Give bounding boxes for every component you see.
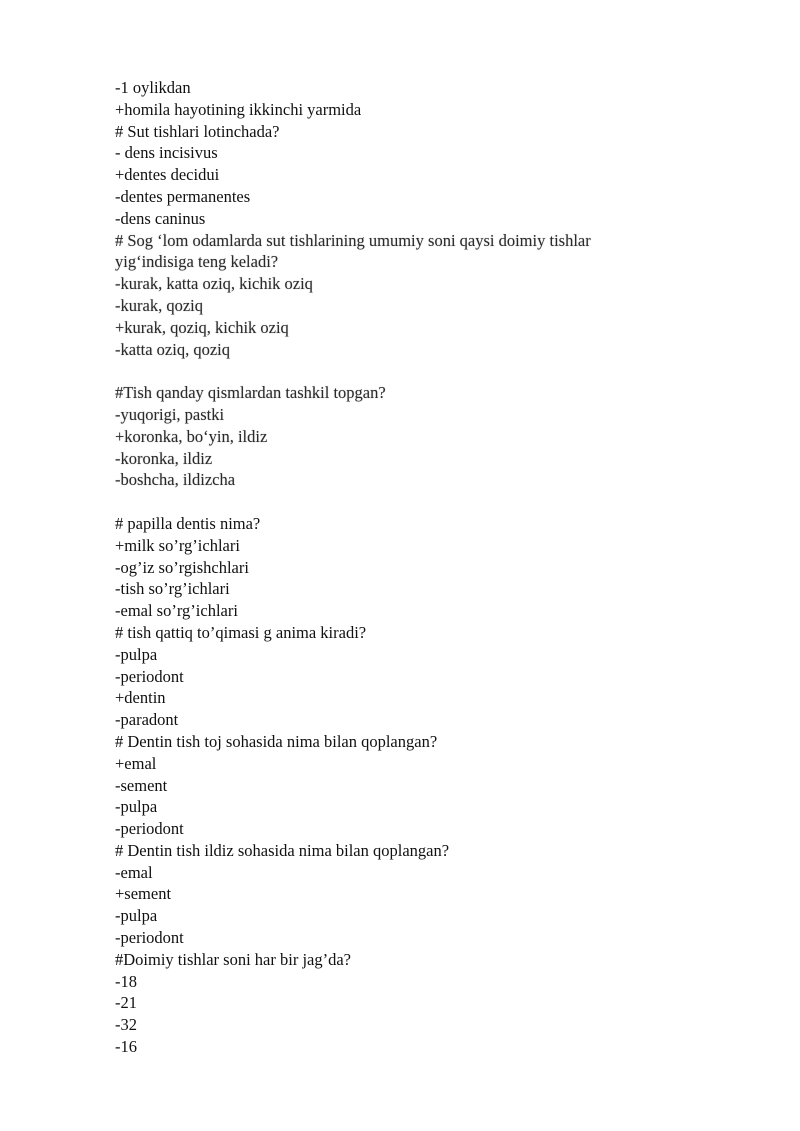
answer-option: -periodont (115, 928, 184, 948)
answer-option: -1 oylikdan (115, 78, 191, 97)
answer-option: -18 (115, 971, 137, 991)
answer-option: -21 (115, 993, 137, 1013)
question-line: # tish qattiq to’qimasi g anima kiradi? (115, 622, 367, 642)
question-line: # Sog ‘lom odamlarda sut tishlarining umumiy soni qaysi doimiy tishlar (115, 230, 591, 250)
answer-option: -pulpa (115, 906, 158, 926)
answer-option: -periodont (115, 819, 184, 839)
answer-option: -dentes permanentes (115, 186, 251, 206)
question-line: # Sut tishlari lotinchada? (115, 121, 280, 141)
question-line: # Dentin tish toj sohasida nima bilan qoplangan? (115, 731, 438, 751)
answer-option: -yuqorigi, pastki (115, 404, 225, 424)
document-body (115, 77, 735, 1058)
answer-option: -kurak, katta oziq, kichik oziq (115, 274, 313, 294)
blank-line (115, 491, 735, 513)
answer-option: -boshcha, ildizcha (115, 470, 236, 490)
answer-option: +homila hayotining ikkinchi yarmida (115, 99, 362, 119)
answer-option: -32 (115, 1015, 137, 1035)
question-line: # papilla dentis nima? (115, 513, 261, 533)
answer-option: -og’iz so’rgishchlari (115, 557, 249, 577)
answer-option: -emal so’rg’ichlari (115, 601, 238, 621)
question-line: #Tish qanday qismlardan tashkil topgan? (115, 383, 386, 403)
answer-option: +dentin (115, 688, 166, 708)
answer-option: - dens incisivus (115, 143, 218, 163)
question-line: # Dentin tish ildiz sohasida nima bilan qoplangan? (115, 840, 450, 860)
answer-option: -pulpa (115, 644, 158, 664)
answer-option: -dens caninus (115, 208, 206, 228)
answer-option: -katta oziq, qoziq (115, 339, 231, 359)
answer-option: +milk so’rg’ichlari (115, 535, 240, 555)
blank-line (115, 360, 735, 382)
answer-option: -kurak, qoziq (115, 295, 203, 315)
answer-option: -koronka, ildiz (115, 448, 213, 468)
answer-option: -16 (115, 1037, 137, 1057)
answer-option: -emal (115, 862, 153, 882)
answer-option: -periodont (115, 666, 184, 686)
answer-option: -sement (115, 775, 168, 795)
question-line: yig‘indisiga teng keladi? (115, 252, 279, 272)
answer-option: +dentes decidui (115, 165, 220, 185)
answer-option: +sement (115, 884, 172, 904)
answer-option: +emal (115, 753, 157, 773)
answer-option: +kurak, qoziq, kichik oziq (115, 317, 289, 337)
answer-option: +koronka, bo‘yin, ildiz (115, 426, 268, 446)
answer-option: -tish so’rg’ichlari (115, 579, 230, 599)
answer-option: -paradont (115, 710, 179, 730)
answer-option: -pulpa (115, 797, 158, 817)
question-line: #Doimiy tishlar soni har bir jag’da? (115, 949, 351, 969)
